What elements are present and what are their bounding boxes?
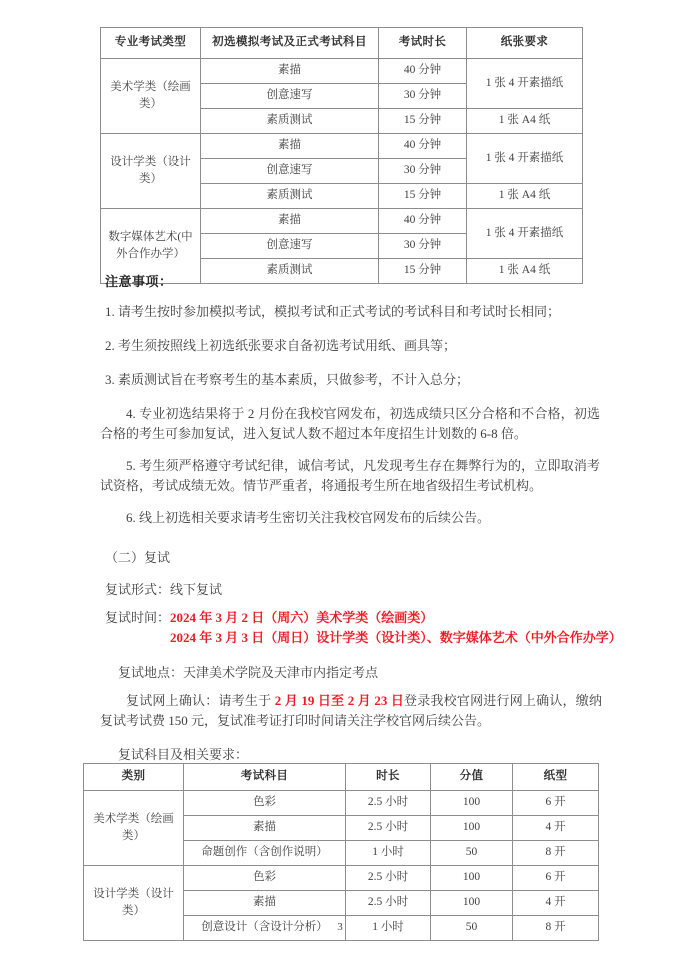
column-header-subject: 考试科目 bbox=[184, 764, 346, 791]
cell-duration: 30 分钟 bbox=[379, 159, 467, 184]
retest-subject-table bbox=[83, 763, 599, 941]
confirm-date-range: 2 月 19 日至 2 月 23 日 bbox=[274, 693, 405, 708]
retest-format-value: 线下复试 bbox=[170, 582, 223, 597]
confirm-prefix-text: 复试网上确认：请考生于 bbox=[126, 693, 275, 708]
cell-subject: 创意速写 bbox=[201, 234, 379, 259]
cell-duration: 2.5 小时 bbox=[346, 866, 431, 891]
cell-category: 美术学类（绘画类） bbox=[84, 791, 184, 866]
notice-item-5: 5. 考生须严格遵守考试纪律，诚信考试，凡发现考生存在舞弊行为的，立即取消考试资格，考试成绩无效。情节严重者，将通报考生所在地省级招生考试机构。 bbox=[100, 458, 600, 493]
cell-category: 设计学类（设计类） bbox=[84, 866, 184, 941]
cell-duration: 40 分钟 bbox=[379, 134, 467, 159]
cell-subject: 创意速写 bbox=[201, 84, 379, 109]
cell-subject: 素描 bbox=[184, 891, 346, 916]
cell-duration: 2.5 小时 bbox=[346, 891, 431, 916]
cell-subject: 色彩 bbox=[184, 866, 346, 891]
retest-online-confirm-paragraph bbox=[100, 691, 602, 730]
notice-item-2: 2. 考生须按照线上初选纸张要求自备初选考试用纸、画具等； bbox=[105, 338, 457, 353]
cell-paper: 1 张 A4 纸 bbox=[467, 109, 583, 134]
retest-time-line bbox=[105, 608, 625, 647]
retest-place-line bbox=[118, 663, 378, 683]
retest-format-label: 复试形式： bbox=[105, 582, 171, 597]
cell-category: 美术学类（绘画类） bbox=[101, 59, 201, 134]
cell-paper: 4 开 bbox=[513, 891, 599, 916]
cell-paper: 1 张 A4 纸 bbox=[467, 184, 583, 209]
page-number: 3 bbox=[337, 921, 343, 933]
cell-score: 100 bbox=[431, 891, 513, 916]
cell-duration: 2.5 小时 bbox=[346, 791, 431, 816]
cell-category: 设计学类（设计类） bbox=[101, 134, 201, 209]
cell-category: 数字媒体艺术(中外合作办学） bbox=[101, 209, 201, 284]
cell-score: 50 bbox=[431, 841, 513, 866]
cell-duration: 15 分钟 bbox=[379, 109, 467, 134]
cell-paper: 8 开 bbox=[513, 841, 599, 866]
table-row bbox=[101, 209, 583, 234]
retest-time-value-1: 2024 年 3 月 2 日（周六）美术学类（绘画类） bbox=[170, 610, 434, 625]
cell-paper: 1 张 4 开素描纸 bbox=[467, 209, 583, 259]
cell-paper: 1 张 4 开素描纸 bbox=[467, 134, 583, 184]
cell-paper: 6 开 bbox=[513, 791, 599, 816]
cell-subject: 创意速写 bbox=[201, 159, 379, 184]
notice-item-1: 1. 请考生按时参加模拟考试，模拟考试和正式考试的考试科目和考试时长相同； bbox=[105, 304, 561, 319]
cell-subject: 色彩 bbox=[184, 791, 346, 816]
column-header-paper: 纸张要求 bbox=[467, 28, 583, 59]
section-title-retest: （二）复试 bbox=[105, 550, 171, 565]
cell-paper: 1 张 A4 纸 bbox=[467, 259, 583, 284]
column-header-category: 类别 bbox=[84, 764, 184, 791]
exam-schedule-table bbox=[100, 27, 583, 284]
column-header-category: 专业考试类型 bbox=[101, 28, 201, 59]
cell-duration: 1 小时 bbox=[346, 841, 431, 866]
column-header-score: 分值 bbox=[431, 764, 513, 791]
retest-subject-caption: 复试科目及相关要求： bbox=[118, 747, 249, 762]
column-header-paper: 纸型 bbox=[513, 764, 599, 791]
table-row bbox=[101, 134, 583, 159]
cell-paper: 6 开 bbox=[513, 866, 599, 891]
retest-format-line bbox=[105, 580, 222, 600]
table-row bbox=[101, 59, 583, 84]
cell-duration: 40 分钟 bbox=[379, 209, 467, 234]
confirm-suffix-text: 登录我校官网进行网上确认，缴纳复试考试费 150 元，复试准考证打印时间请关注学校官网后续公告。 bbox=[100, 693, 602, 728]
cell-duration: 1 小时 bbox=[346, 916, 431, 941]
cell-subject: 命题创作（含创作说明） bbox=[184, 841, 346, 866]
notice-item-4: 4. 专业初选结果将于 2 月份在我校官网发布，初选成绩只区分合格和不合格，初选合格的考生可参加复试，进入复试人数不超过本年度招生计划数的 6-8 倍。 bbox=[100, 406, 600, 441]
cell-subject: 素描 bbox=[201, 209, 379, 234]
retest-time-label: 复试时间： bbox=[105, 610, 171, 625]
cell-paper: 1 张 4 开素描纸 bbox=[467, 59, 583, 109]
cell-subject: 素描 bbox=[184, 816, 346, 841]
cell-subject: 素描 bbox=[201, 59, 379, 84]
cell-duration: 15 分钟 bbox=[379, 184, 467, 209]
cell-duration: 30 分钟 bbox=[379, 234, 467, 259]
table-header-row bbox=[101, 28, 583, 59]
retest-place-value: 天津美术学院及天津市内指定考点 bbox=[183, 665, 379, 680]
cell-subject: 创意设计（含设计分析） bbox=[184, 916, 346, 941]
cell-subject: 素质测试 bbox=[201, 259, 379, 284]
column-header-duration: 时长 bbox=[346, 764, 431, 791]
cell-subject: 素描 bbox=[201, 134, 379, 159]
cell-duration: 2.5 小时 bbox=[346, 816, 431, 841]
cell-paper: 8 开 bbox=[513, 916, 599, 941]
retest-time-value-2: 2024 年 3 月 3 日（周日）设计学类（设计类）、数字媒体艺术（中外合作办学） bbox=[170, 629, 622, 645]
cell-score: 50 bbox=[431, 916, 513, 941]
cell-duration: 40 分钟 bbox=[379, 59, 467, 84]
table-row bbox=[84, 791, 599, 816]
cell-score: 100 bbox=[431, 791, 513, 816]
cell-duration: 30 分钟 bbox=[379, 84, 467, 109]
retest-place-label: 复试地点： bbox=[118, 665, 184, 680]
column-header-subject: 初选模拟考试及正式考试科目 bbox=[201, 28, 379, 59]
notice-item-3: 3. 素质测试旨在考察考生的基本素质，只做参考，不计入总分； bbox=[105, 372, 470, 387]
cell-score: 100 bbox=[431, 816, 513, 841]
cell-subject: 素质测试 bbox=[201, 109, 379, 134]
notice-heading: 注意事项： bbox=[105, 274, 173, 289]
cell-score: 100 bbox=[431, 866, 513, 891]
cell-paper: 4 开 bbox=[513, 816, 599, 841]
table-header-row bbox=[84, 764, 599, 791]
cell-duration: 15 分钟 bbox=[379, 259, 467, 284]
table-row bbox=[84, 866, 599, 891]
column-header-duration: 考试时长 bbox=[379, 28, 467, 59]
notice-item-6: 6. 线上初选相关要求请考生密切关注我校官网发布的后续公告。 bbox=[126, 510, 491, 525]
cell-subject: 素质测试 bbox=[201, 184, 379, 209]
